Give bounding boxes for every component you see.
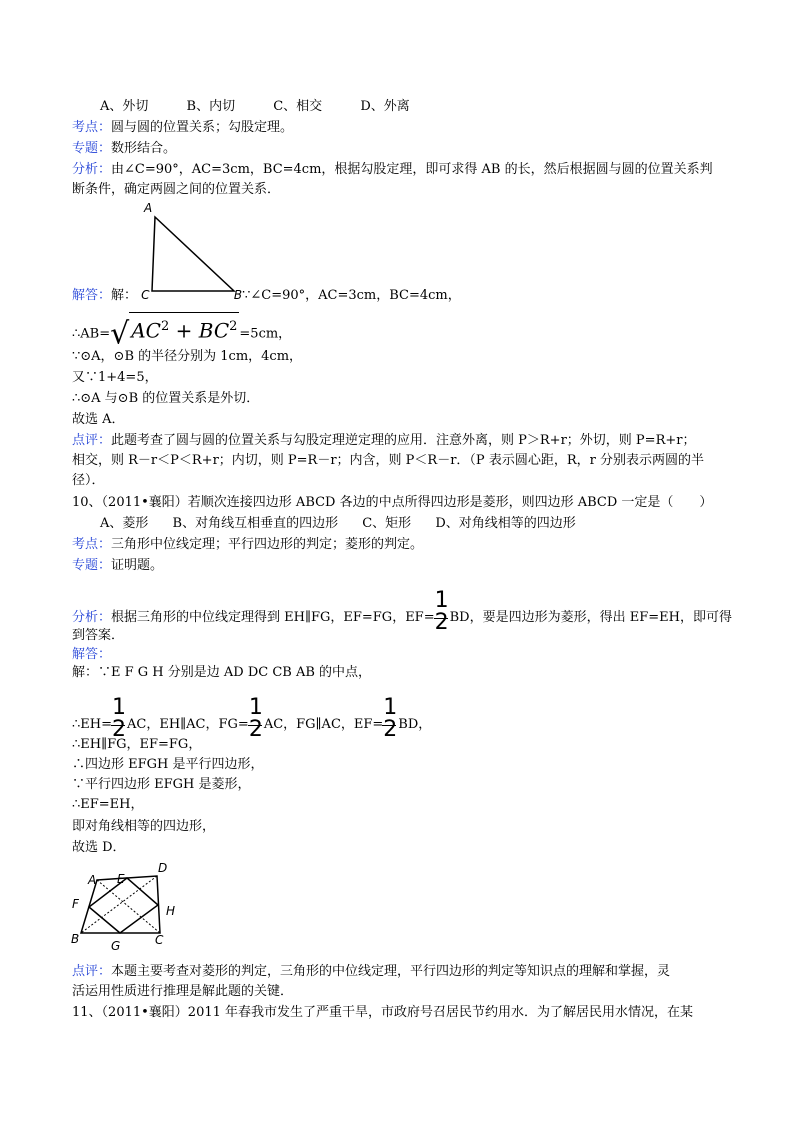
q10-option-d: D、对角线相等的四边形 (435, 516, 576, 531)
q9-fenxi (72, 161, 713, 179)
q9-option-c: C、相交 (273, 99, 323, 114)
kaodian-label: 考点： (72, 120, 112, 135)
eh-mid: AC，EH∥AC，FG= (127, 717, 249, 732)
sqrt-radicand (129, 312, 239, 345)
jieda-intro: 解： (111, 288, 138, 303)
q9-step-sum: 又∵1+4=5， (72, 370, 158, 385)
q10-step3: ∵平行四边形 EFGH 是菱形， (72, 777, 251, 792)
quad-label-b: B (71, 932, 80, 946)
q10-fenxi-cont: 到答案． (72, 628, 125, 643)
dianping-text-1: 此题考查了圆与圆的位置关系与勾股定理逆定理的应用．注意外离，则 P＞R+r；外切，则 P=R+r； (111, 433, 696, 448)
triangle-label-c: C (141, 288, 150, 302)
frac-num: 1 (112, 695, 126, 720)
fenxi-text-1: 根据三角形的中位线定理得到 EH∥FG，EF=FG，EF= (111, 610, 435, 625)
kaodian-text: 圆与圆的位置关系；勾股定理。 (111, 120, 294, 135)
frac-bar (248, 725, 262, 726)
q10-dianping (72, 963, 670, 981)
quad-label-g: G (111, 939, 121, 952)
radicand-bc: BC (198, 318, 230, 343)
triangle-shape (152, 217, 234, 291)
fenxi-text-1: 由∠C=90°，AC=3cm，BC=4cm，根据勾股定理，即可求得 AB 的长，然后根据圆与圆的位置关系判 (111, 162, 713, 177)
q9-step-radius: ∵⊙A，⊙B 的半径分别为 1cm，4cm， (72, 349, 303, 364)
frac-den: 2 (434, 610, 449, 635)
q10-fenxi (72, 588, 732, 635)
q9-answer: 故选 A． (72, 412, 125, 427)
quadrilateral-figure (66, 860, 186, 952)
q10-answer: 故选 D． (72, 840, 126, 855)
zhuanti-text: 证明题。 (111, 558, 164, 573)
kaodian-label: 考点： (72, 537, 112, 552)
ef-end: BD， (398, 717, 432, 732)
quad-label-c: C (155, 933, 164, 947)
exp-1: 2 (160, 319, 170, 334)
q9-step-relation: ∴⊙A 与⊙B 的位置关系是外切． (72, 391, 260, 406)
quad-label-a: A (88, 873, 97, 887)
frac-num: 1 (434, 588, 449, 613)
eh-prefix: ∴EH= (72, 717, 112, 732)
fraction-half (248, 695, 263, 742)
fraction-half (383, 695, 398, 742)
ab-prefix: ∴AB= (72, 326, 111, 342)
frac-num: 1 (383, 695, 398, 720)
sqrt-symbol: √ (110, 316, 130, 352)
fraction-half (434, 588, 449, 635)
fg-mid: AC，FG∥AC，EF= (263, 717, 384, 732)
q10-step4: ∴EF=EH， (72, 797, 144, 812)
q9-option-d: D、外离 (360, 99, 410, 114)
dianping-label: 点评： (72, 964, 112, 979)
diagonal-ac (97, 880, 160, 933)
q9-dianping (72, 432, 695, 450)
q9-option-b: B、内切 (186, 99, 236, 114)
dianping-text-1: 本题主要考查对菱形的判定，三角形的中位线定理，平行四边形的判定等知识点的理解和掌握，灵 (111, 964, 671, 979)
quad-label-h: H (166, 904, 176, 918)
quad-label-e: E (117, 872, 125, 886)
frac-num: 1 (248, 695, 263, 720)
q9-ab-formula (72, 312, 292, 352)
q9-option-a: A、外切 (100, 99, 149, 114)
q10-step1: ∴EH∥FG，EF=FG， (72, 737, 202, 752)
ab-suffix: =5cm， (239, 326, 292, 342)
fenxi-label: 分析： (72, 162, 112, 177)
q9-dianping-3: 径）． (72, 473, 105, 488)
q10-step2: ∴四边形 EFGH 是平行四边形， (72, 757, 264, 772)
rhombus-efgh (89, 878, 158, 933)
q10-step5: 即对角线相等的四边形， (72, 819, 216, 834)
q9-kaodian (72, 119, 293, 137)
zhuanti-label: 专题： (72, 558, 112, 573)
frac-den: 2 (248, 717, 263, 742)
q10-option-c: C、矩形 (362, 516, 412, 531)
q10-options (100, 515, 596, 533)
q9-zhuanti (72, 140, 176, 158)
frac-den: 2 (383, 717, 398, 742)
triangle-label-b: B (233, 288, 243, 302)
quad-label-d: D (158, 861, 168, 875)
frac-bar (382, 725, 396, 726)
jieda-given: ∵∠C=90°，AC=3cm，BC=4cm， (242, 288, 461, 303)
zhuanti-text: 数形结合。 (111, 141, 177, 156)
radicand-plus: + (169, 318, 199, 343)
q10-option-a: A、菱形 (100, 516, 149, 531)
q11-stem: 11、（2011•襄阳）2011 年春我市发生了严重干旱，市政府号召居民节约用水．为了解居民用水情况，在某 (72, 1005, 694, 1020)
quad-label-f: F (72, 897, 79, 911)
q9-fenxi-cont: 断条件，确定两圆之间的位置关系． (72, 182, 281, 197)
jieda-label: 解答： (72, 288, 112, 303)
frac-bar (434, 618, 448, 619)
q9-dianping-2: 相交，则 R－r＜P＜R+r；内切，则 P=R－r；内含，则 P＜R－r．（P 表示圆心距，R，r 分别表示两圆的半 (72, 453, 704, 468)
fenxi-label: 分析： (72, 610, 112, 625)
dianping-label: 点评： (72, 433, 112, 448)
sqrt-expression (110, 312, 239, 352)
exp-2: 2 (229, 319, 238, 334)
q10-kaodian (72, 536, 423, 554)
frac-bar (111, 725, 125, 726)
fenxi-text-2: BD，要是四边形为菱形，得出 EF=EH，即可得 (449, 610, 732, 625)
frac-den: 2 (112, 717, 126, 742)
q10-jieda-line1: 解：∵E F G H 分别是边 AD DC CB AB 的中点， (72, 665, 372, 680)
kaodian-text: 三角形中位线定理；平行四边形的判定；菱形的判定。 (111, 537, 424, 552)
q9-jieda (72, 286, 461, 305)
q10-jieda-label: 解答： (72, 647, 112, 662)
q10-option-b: B、对角线互相垂直的四边形 (172, 516, 339, 531)
radicand-ac: AC (131, 318, 161, 343)
right-triangle-figure (138, 200, 258, 300)
q10-zhuanti (72, 557, 163, 575)
triangle-label-a: A (144, 201, 153, 215)
q9-options (100, 98, 444, 116)
q10-dianping-2: 活运用性质进行推理是解此题的关键． (72, 984, 294, 999)
zhuanti-label: 专题： (72, 141, 112, 156)
q10-stem: 10、（2011•襄阳）若顺次连接四边形 ABCD 各边的中点所得四边形是菱形，则四边形 ABCD 一定是（ ） (72, 495, 713, 510)
